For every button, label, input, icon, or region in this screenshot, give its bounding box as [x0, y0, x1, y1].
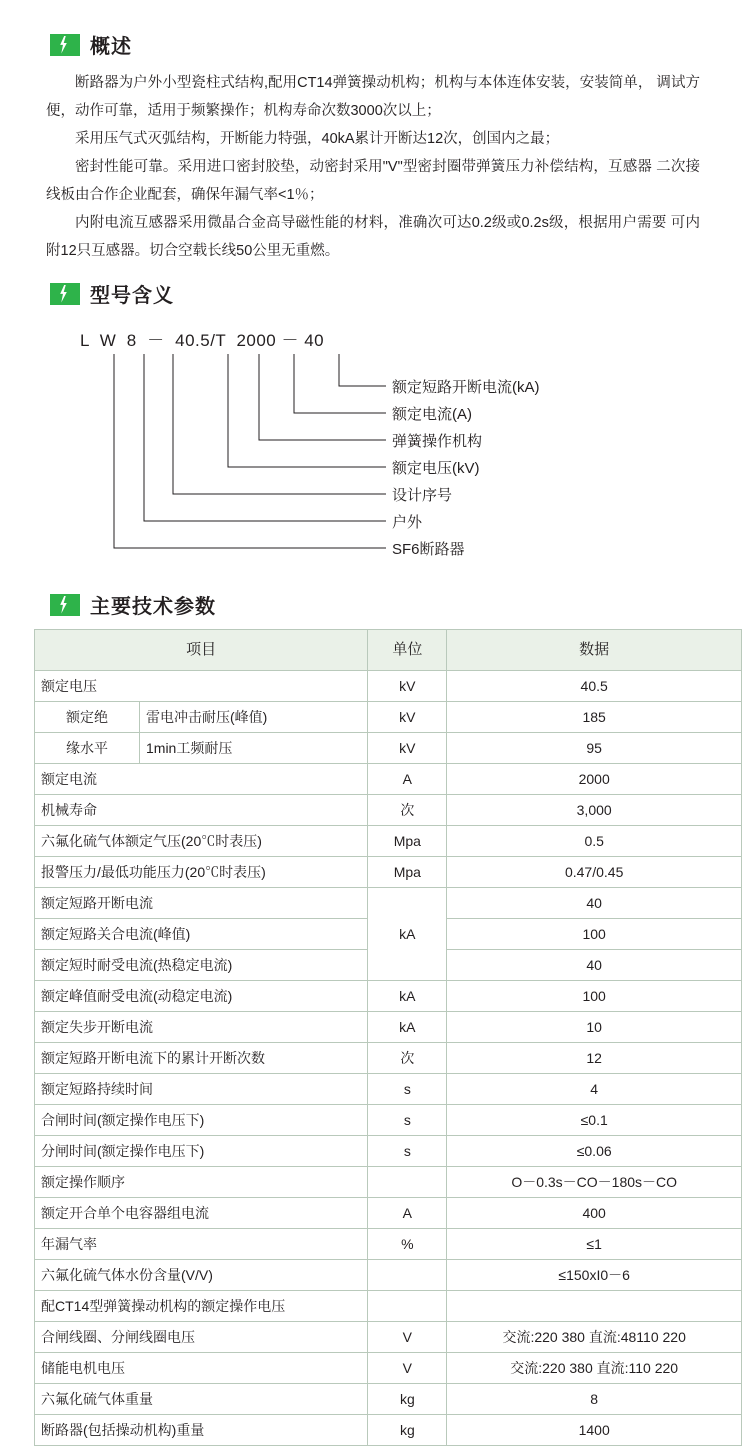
- cell-unit: V: [368, 1353, 447, 1384]
- cell-data: 12: [447, 1043, 742, 1074]
- table-row: [35, 1012, 742, 1043]
- table-row: [35, 981, 742, 1012]
- cell-item: 配CT14型弹簧操动机构的额定操作电压: [35, 1291, 368, 1322]
- table-row: [35, 1415, 742, 1446]
- cell-unit: kA: [368, 1012, 447, 1043]
- table-row: [35, 1353, 742, 1384]
- model-label: 额定电流(A): [392, 406, 472, 423]
- cell-item: 合闸线圈、分闸线圈电压: [35, 1322, 368, 1353]
- section-title-model: 型号含义: [90, 285, 174, 307]
- cell-item: 额定电压: [35, 671, 368, 702]
- cell-unit: s: [368, 1105, 447, 1136]
- cell-data: 400: [447, 1198, 742, 1229]
- table-row: [35, 1322, 742, 1353]
- column-header-data: 数据: [447, 630, 742, 671]
- cell-item: 断路器(包括操动机构)重量: [35, 1415, 368, 1446]
- lightning-bolt-icon: [50, 594, 80, 616]
- cell-unit: [368, 1167, 447, 1198]
- cell-unit: A: [368, 1198, 447, 1229]
- cell-item: 合闸时间(额定操作电压下): [35, 1105, 368, 1136]
- cell-item: 额定绝: [35, 702, 140, 733]
- cell-unit: [368, 1291, 447, 1322]
- table-row: [35, 1043, 742, 1074]
- cell-item: 六氟化硫气体额定气压(20℃时表压): [35, 826, 368, 857]
- model-label: 户外: [392, 514, 423, 531]
- table-row: [35, 1229, 742, 1260]
- cell-unit: A: [368, 764, 447, 795]
- cell-item: 额定电流: [35, 764, 368, 795]
- cell-data: ≤0.1: [447, 1105, 742, 1136]
- table-row: [35, 795, 742, 826]
- overview-paragraph: 采用压气式灭弧结构，开断能力特强，40kA累计开断达12次，创国内之最；: [75, 131, 560, 147]
- column-header-unit: 单位: [368, 630, 447, 671]
- cell-item: 额定失步开断电流: [35, 1012, 368, 1043]
- cell-item: 额定峰值耐受电流(动稳定电流): [35, 981, 368, 1012]
- overview-paragraph: 断路器为户外小型瓷柱式结构,配用CT14弹簧操动机构；机构与本体连体安装，安装简单， 调试方便，动作可靠，适用于频繁操作；机构寿命次数3000次以上；: [46, 75, 700, 119]
- cell-data: 95: [447, 733, 742, 764]
- cell-data: 8: [447, 1384, 742, 1415]
- cell-unit: Mpa: [368, 826, 447, 857]
- model-designation-diagram: [56, 326, 716, 576]
- cell-data: 100: [447, 919, 742, 950]
- cell-item: 额定短路开断电流: [35, 888, 368, 919]
- parameters-table: [34, 629, 742, 1446]
- cell-data: 100: [447, 981, 742, 1012]
- cell-data: ≤150xI0－6: [447, 1260, 742, 1291]
- cell-item: 额定操作顺序: [35, 1167, 368, 1198]
- cell-data: 3,000: [447, 795, 742, 826]
- cell-item: 储能电机电压: [35, 1353, 368, 1384]
- table-row: [35, 857, 742, 888]
- cell-unit: s: [368, 1074, 447, 1105]
- cell-subitem: 1min工频耐压: [140, 733, 368, 764]
- cell-item: 机械寿命: [35, 795, 368, 826]
- table-header-row: [35, 630, 742, 671]
- cell-unit: 次: [368, 795, 447, 826]
- cell-item: 额定开合单个电容器组电流: [35, 1198, 368, 1229]
- section-header-overview: [50, 30, 716, 59]
- table-row: [35, 1167, 742, 1198]
- cell-item: 六氟化硫气体水份含量(V/V): [35, 1260, 368, 1291]
- cell-item: 额定短时耐受电流(热稳定电流): [35, 950, 368, 981]
- cell-item: 缘水平: [35, 733, 140, 764]
- lightning-bolt-icon: [50, 34, 80, 56]
- table-row: [35, 764, 742, 795]
- model-code-text: L W 8 － 40.5/T 2000 － 40: [80, 331, 325, 350]
- table-row: [35, 1291, 742, 1322]
- table-row: [35, 702, 742, 733]
- cell-data: 交流:220 380 直流:48110 220: [447, 1322, 742, 1353]
- lightning-bolt-icon: [50, 283, 80, 305]
- table-row: [35, 1198, 742, 1229]
- cell-data: 185: [447, 702, 742, 733]
- cell-item: 额定短路持续时间: [35, 1074, 368, 1105]
- overview-text: [46, 69, 700, 265]
- cell-item: 六氟化硫气体重量: [35, 1384, 368, 1415]
- cell-data: [447, 1291, 742, 1322]
- parameters-table-wrapper: [34, 629, 708, 1446]
- cell-unit: %: [368, 1229, 447, 1260]
- cell-unit: 次: [368, 1043, 447, 1074]
- section-header-model: [50, 279, 716, 308]
- cell-data: 0.5: [447, 826, 742, 857]
- cell-unit: kA: [368, 981, 447, 1012]
- cell-unit: kg: [368, 1384, 447, 1415]
- section-header-params: [50, 590, 716, 619]
- model-label: 弹簧操作机构: [392, 433, 483, 450]
- cell-unit: Mpa: [368, 857, 447, 888]
- column-header-item: 项目: [35, 630, 368, 671]
- table-row: [35, 1384, 742, 1415]
- table-row: [35, 1260, 742, 1291]
- table-row: [35, 1074, 742, 1105]
- cell-item: 分闸时间(额定操作电压下): [35, 1136, 368, 1167]
- cell-unit: V: [368, 1322, 447, 1353]
- cell-data: 0.47/0.45: [447, 857, 742, 888]
- cell-unit: kg: [368, 1415, 447, 1446]
- table-row: [35, 888, 742, 919]
- cell-data: 40.5: [447, 671, 742, 702]
- cell-unit: kV: [368, 702, 447, 733]
- page-title: 概述: [90, 36, 132, 58]
- cell-data: ≤1: [447, 1229, 742, 1260]
- overview-paragraph: 密封性能可靠。采用进口密封胶垫，动密封采用"V"型密封圈带弹簧压力补偿结构，互感器 二次接线板由合作企业配套，确保年漏气率<1％；: [46, 159, 700, 203]
- cell-data: 40: [447, 950, 742, 981]
- cell-unit: kV: [368, 671, 447, 702]
- table-row: [35, 671, 742, 702]
- cell-data: 4: [447, 1074, 742, 1105]
- cell-subitem: 雷电冲击耐压(峰值): [140, 702, 368, 733]
- cell-unit: [368, 1260, 447, 1291]
- cell-data: 2000: [447, 764, 742, 795]
- cell-data: ≤0.06: [447, 1136, 742, 1167]
- cell-data: 40: [447, 888, 742, 919]
- table-row: [35, 1136, 742, 1167]
- cell-item: 报警压力/最低功能压力(20℃时表压): [35, 857, 368, 888]
- overview-paragraph: 内附电流互感器采用微晶合金高导磁性能的材料，准确次可达0.2级或0.2s级，根据用户需要 可内附12只互感器。切合空载长线50公里无重燃。: [46, 215, 700, 259]
- cell-unit: s: [368, 1136, 447, 1167]
- table-row: [35, 826, 742, 857]
- cell-data: 10: [447, 1012, 742, 1043]
- section-title-params: 主要技术参数: [90, 596, 216, 618]
- cell-item: 额定短路关合电流(峰值): [35, 919, 368, 950]
- table-row: [35, 1105, 742, 1136]
- cell-data: 交流:220 380 直流:110 220: [447, 1353, 742, 1384]
- model-label: 额定短路开断电流(kA): [392, 379, 540, 396]
- cell-data: O－0.3s－CO－180s－CO: [447, 1167, 742, 1198]
- cell-item: 额定短路开断电流下的累计开断次数: [35, 1043, 368, 1074]
- cell-unit: kV: [368, 733, 447, 764]
- cell-item: 年漏气率: [35, 1229, 368, 1260]
- model-label: SF6断路器: [392, 541, 465, 558]
- model-label: 设计序号: [392, 487, 453, 504]
- cell-data: 1400: [447, 1415, 742, 1446]
- cell-unit: kA: [368, 888, 447, 981]
- table-row: [35, 733, 742, 764]
- model-label: 额定电压(kV): [392, 460, 480, 477]
